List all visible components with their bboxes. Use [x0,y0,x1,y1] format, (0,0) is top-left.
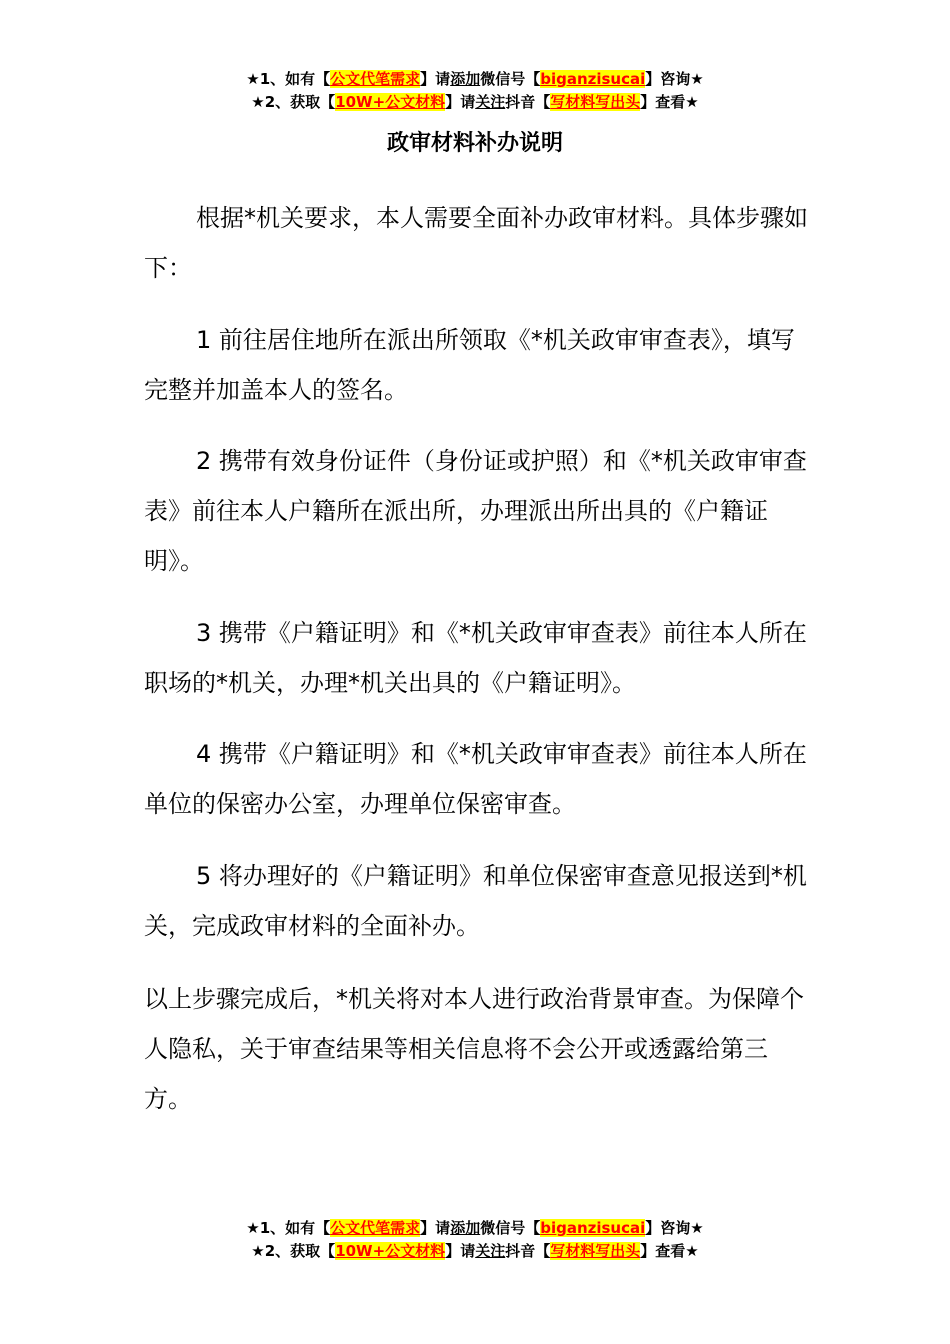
banner-text: ★2、获取【 [251,1242,336,1260]
banner-highlight: 写材料写出头 [550,1242,641,1260]
banner-highlight: biganzisucai [540,1219,646,1237]
footer-banner [0,1217,950,1263]
banner-text: 】咨询★ [645,1219,704,1237]
banner-text: 】请 [420,70,451,88]
banner-highlight: 写材料写出头 [550,93,641,111]
step-paragraph: 1 前往居住地所在派出所领取《*机关政审审查表》，填写完整并加盖本人的签名。 [144,326,795,404]
banner-text: ★1、如有【 [246,1219,331,1237]
banner-text: 】查看★ [640,93,699,111]
banner-text: 】咨询★ [645,70,704,88]
step-paragraph: 5 将办理好的《户籍证明》和单位保密审查意见报送到*机关，完成政审材料的全面补办。 [144,862,807,940]
banner-line-2 [0,91,950,114]
banner-emphasis: 添加 [450,70,481,88]
step-paragraph: 3 携带《户籍证明》和《*机关政审审查表》前往本人所在职场的*机关，办理*机关出具的《户籍证明》。 [144,619,807,697]
banner-highlight: 公文代笔需求 [330,1219,421,1237]
banner-line-1 [0,1217,950,1240]
banner-text: 抖音【 [505,1242,551,1260]
document-title: 政审材料补办说明 [386,131,563,156]
banner-text: 抖音【 [505,93,551,111]
banner-text: 微信号【 [480,1219,541,1237]
banner-highlight: biganzisucai [540,70,646,88]
banner-emphasis: 添加 [450,1219,481,1237]
intro-paragraph: 根据*机关要求，本人需要全面补办政审材料。具体步骤如下： [144,204,808,282]
banner-line-2 [0,1240,950,1263]
conclusion-paragraph: 以上步骤完成后，*机关将对本人进行政治背景审查。为保障个人隐私，关于审查结果等相关信息将不会公开或透露给第三方。 [144,985,804,1113]
banner-text: 】请 [445,93,476,111]
banner-text: 】请 [420,1219,451,1237]
banner-highlight: 10W+公文材料 [335,1242,446,1260]
banner-line-1 [0,68,950,91]
banner-emphasis: 关注 [475,93,506,111]
step-paragraph: 2 携带有效身份证件（身份证或护照）和《*机关政审审查表》前往本人户籍所在派出所，办理派出所出具的《户籍证明》。 [144,447,807,575]
banner-text: 微信号【 [480,70,541,88]
banner-text: 】请 [445,1242,476,1260]
banner-highlight: 公文代笔需求 [330,70,421,88]
banner-highlight: 10W+公文材料 [335,93,446,111]
header-banner [0,68,950,114]
banner-text: ★1、如有【 [246,70,331,88]
banner-text: 】查看★ [640,1242,699,1260]
banner-text: ★2、获取【 [251,93,336,111]
banner-emphasis: 关注 [475,1242,506,1260]
step-paragraph: 4 携带《户籍证明》和《*机关政审审查表》前往本人所在单位的保密办公室，办理单位保密审查。 [144,740,807,818]
